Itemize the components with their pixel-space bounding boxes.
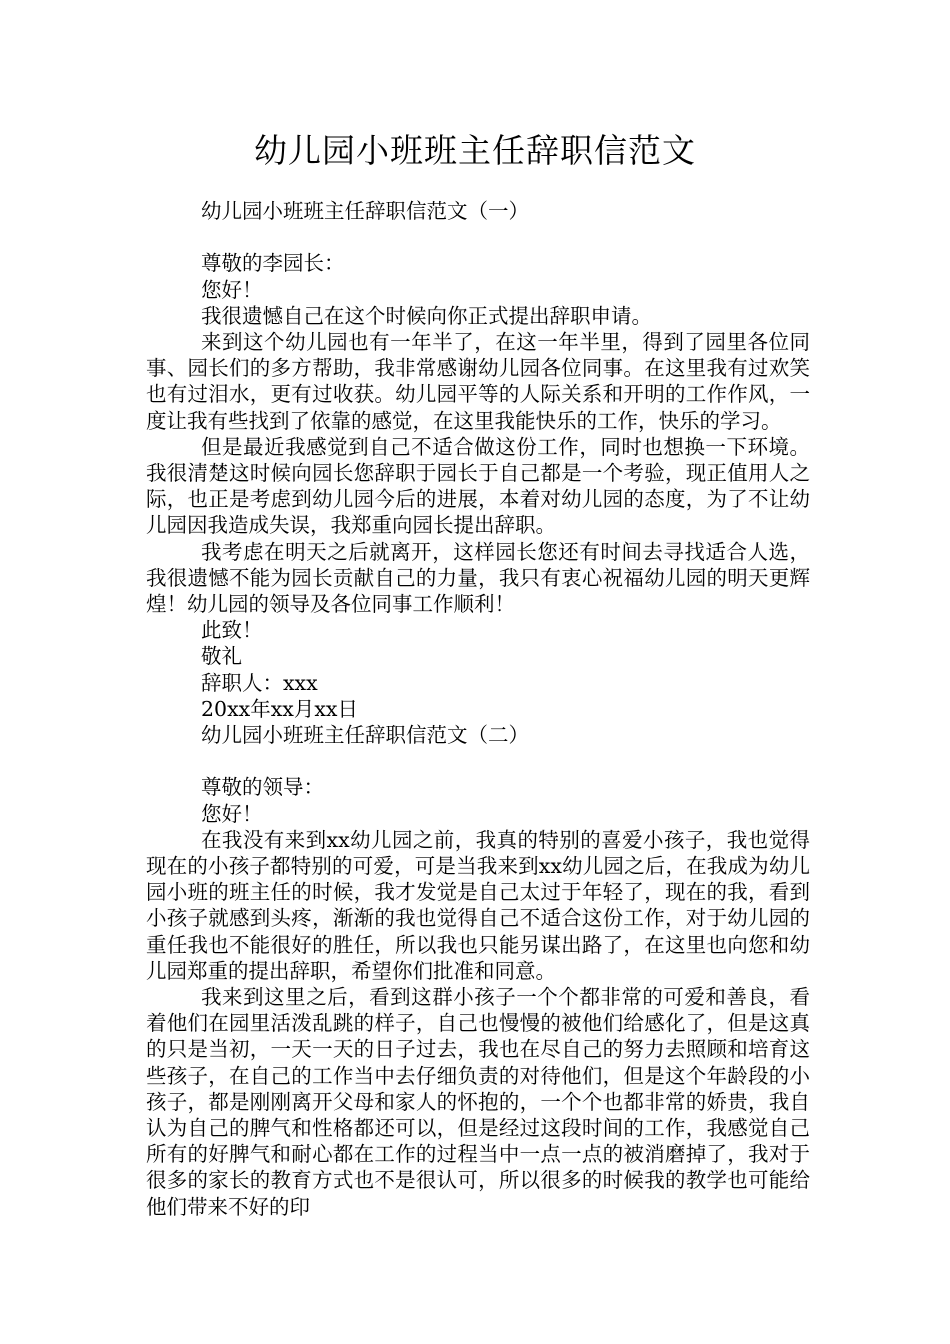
letter1-paragraph-4: 我考虑在明天之后就离开，这样园长您还有时间去寻找适合人选，我很遗憾不能为园长贡献自己的力量，我只有衷心祝福幼儿园的明天更辉煌！幼儿园的领导及各位同事工作顺利！ bbox=[146, 539, 810, 617]
letter1-greeting: 您好！ bbox=[201, 277, 263, 302]
letter1-date: 20xx年xx月xx日 bbox=[201, 696, 358, 721]
letter2-greeting: 您好！ bbox=[201, 801, 263, 826]
letter1-paragraph-1: 我很遗憾自己在这个时候向你正式提出辞职申请。 bbox=[201, 303, 652, 328]
letter2-paragraph-2: 我来到这里之后，看到这群小孩子一个个都非常的可爱和善良，看着他们在园里活泼乱跳的样子，自己也慢慢的被他们给感化了，但是这真的只是当初，一天一天的日子过去，我也在尽自己的努力去照顾和培育这些孩子，在自己的工作当中去仔细负责的对待他们，但是这个年龄段的小孩子，都是刚刚离开父母和家人的怀抱的，一个个也都非常的娇贵，我自认为自己的脾气和性格都还可以，但是经过这段时间的工作，我感觉自己所有的好脾气和耐心都在工作的过程当中一点一点的被消磨掉了，我对于很多的家长的教育方式也不是很认可，所以很多的时候我的教学也可能给他们带来不好的印 bbox=[146, 985, 810, 1219]
document-body bbox=[146, 198, 810, 1220]
letter2-paragraph-1: 在我没有来到xx幼儿园之前，我真的特别的喜爱小孩子，我也觉得现在的小孩子都特别的可爱，可是当我来到xx幼儿园之后，在我成为幼儿园小班的班主任的时候，我才发觉是自己太过于年轻了，现在的我，看到小孩子就感到头疼，渐渐的我也觉得自己不适合这份工作，对于幼儿园的重任我也不能很好的胜任，所以我也只能另谋出路了，在这里也向您和幼儿园郑重的提出辞职，希望你们批准和同意。 bbox=[146, 827, 810, 983]
blank-line bbox=[146, 224, 810, 250]
letter1-heading: 幼儿园小班班主任辞职信范文（一） bbox=[201, 199, 529, 223]
letter2-salutation: 尊敬的领导： bbox=[201, 775, 324, 800]
letter1-paragraph-2: 来到这个幼儿园也有一年半了，在这一年半里，得到了园里各位同事、园长们的多方帮助，我非常感谢幼儿园各位同事。在这里我有过欢笑也有过泪水，更有过收获。幼儿园平等的人际关系和开明的工作作风，一度让我有些找到了依靠的感觉，在这里我能快乐的工作，快乐的学习。 bbox=[146, 330, 810, 433]
document-title: 幼儿园小班班主任辞职信范文 bbox=[254, 131, 696, 170]
blank-line bbox=[146, 748, 810, 774]
letter1-closing-2: 敬礼 bbox=[201, 644, 242, 669]
letter2-heading: 幼儿园小班班主任辞职信范文（二） bbox=[201, 723, 529, 748]
letter1-paragraph-3: 但是最近我感觉到自己不适合做这份工作，同时也想换一下环境。我很清楚这时候向园长您辞职于园长于自己都是一个考验，现正值用人之际，也正是考虑到幼儿园今后的进展，本着对幼儿园的态度，为了不让幼儿园因我造成失误，我郑重向园长提出辞职。 bbox=[146, 434, 810, 538]
letter1-signer: 辞职人：xxx bbox=[201, 670, 318, 695]
letter1-closing-1: 此致！ bbox=[201, 618, 263, 643]
letter1-salutation: 尊敬的李园长： bbox=[201, 251, 345, 276]
